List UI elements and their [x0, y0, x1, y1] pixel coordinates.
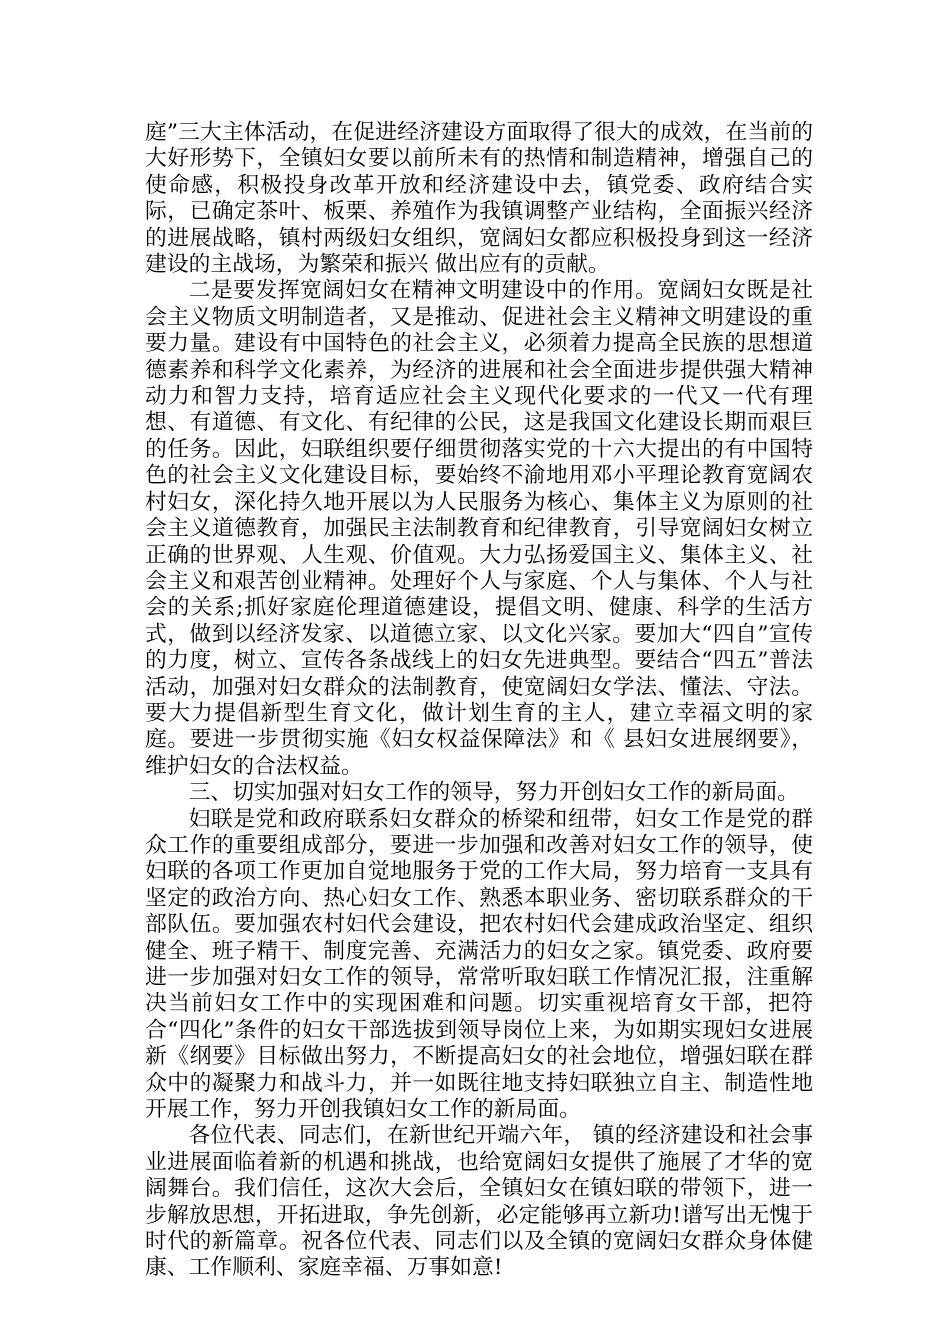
- paragraph-closing: 各位代表、同志们，在新世纪开端六年， 镇的经济建设和社会事业进展面临着新的机遇和挑战，也给宽阔妇女提供了施展了才华的宽阔舞台。我们信任，这次大会后，全镇妇女在镇妇联的带领下，进一步解放思想，开拓进取，争先创新，必定能够再立新功!谱写出无愧于时代的新篇章。祝各位代表、同志们以及全镇的宽阔妇女群众身体健康、工作顺利、家庭幸福、万事如意!: [145, 1123, 813, 1281]
- paragraph-spiritual-civilization: 二是要发挥宽阔妇女在精神文明建设中的作用。宽阔妇女既是社会主义物质文明制造者，又是推动、促进社会主义精神文明建设的重要力量。建设有中国特色的社会主义，必须着力提高全民族的思想道德素养和科学文化素养，为经济的进展和社会全面进步提供强大精神动力和智力支持，培育适应社会主义现代化要求的一代又一代有理想、有道德、有文化、有纪律的公民，这是我国文化建设长期而艰巨的任务。因此，妇联组织要仔细贯彻落实党的十六大提出的有中国特色的社会主义文化建设目标，要始终不渝地用邓小平理论教育宽阔农村妇女，深化持久地开展以为人民服务为核心、集体主义为原则的社会主义道德教育，加强民主法制教育和纪律教育，引导宽阔妇女树立正确的世界观、人生观、价值观。大力弘扬爱国主义、集体主义、社会主义和艰苦创业精神。处理好个人与家庭、个人与集体、个人与社会的关系;抓好家庭伦理道德建设，提倡文明、健康、科学的生活方式，做到以经济发家、以道德立家、以文化兴家。要加大“四自”宣传的力度，树立、宣传各条战线上的妇女先进典型。要结合“四五”普法活动，加强对妇女群众的法制教育，使宽阔妇女学法、懂法、守法。要大力提倡新型生育文化，做计划生育的主人，建立幸福文明的家庭。要进一步贯彻实施《妇女权益保障法》和《 县妇女进展纲要》，维护妇女的合法权益。: [145, 278, 813, 779]
- paragraph-leadership: 妇联是党和政府联系妇女群众的桥梁和纽带，妇女工作是党的群众工作的重要组成部分，要进一步加强和改善对妇女工作的领导，使妇联的各项工作更加自觉地服务于党的工作大局，努力培育一支具有坚定的政治方向、热心妇女工作、熟悉本职业务、密切联系群众的干部队伍。要加强农村妇代会建设，把农村妇代会建成政治坚定、组织健全、班子精干、制度完善、充满活力的妇女之家。镇党委、政府要进一步加强对妇女工作的领导，常常听取妇联工作情况汇报，注重解决当前妇女工作中的实现困难和问题。切实重视培育女干部，把符合“四化”条件的妇女干部选拔到领导岗位上来，为如期实现妇女进展新《纲要》目标做出努力，不断提高妇女的社会地位，增强妇联在群众中的凝聚力和战斗力，并一如既往地支持妇联独立自主、制造性地开展工作，努力开创我镇妇女工作的新局面。: [145, 806, 813, 1123]
- section-heading-leadership: 三、切实加强对妇女工作的领导，努力开创妇女工作的新局面。: [188, 780, 799, 806]
- document-body: [145, 120, 813, 1282]
- paragraph-continued: 庭”三大主体活动，在促进经济建设方面取得了很大的成效，在当前的大好形势下，全镇妇女要以前所未有的热情和制造精神，增强自己的使命感，积极投身改革开放和经济建设中去，镇党委、政府结合实际，已确定茶叶、板栗、养殖作为我镇调整产业结构，全面振兴经济的进展战略，镇村两级妇女组织，宽阔妇女都应积极投身到这一经济建设的主战场，为繁荣和振兴 做出应有的贡献。: [145, 120, 813, 278]
